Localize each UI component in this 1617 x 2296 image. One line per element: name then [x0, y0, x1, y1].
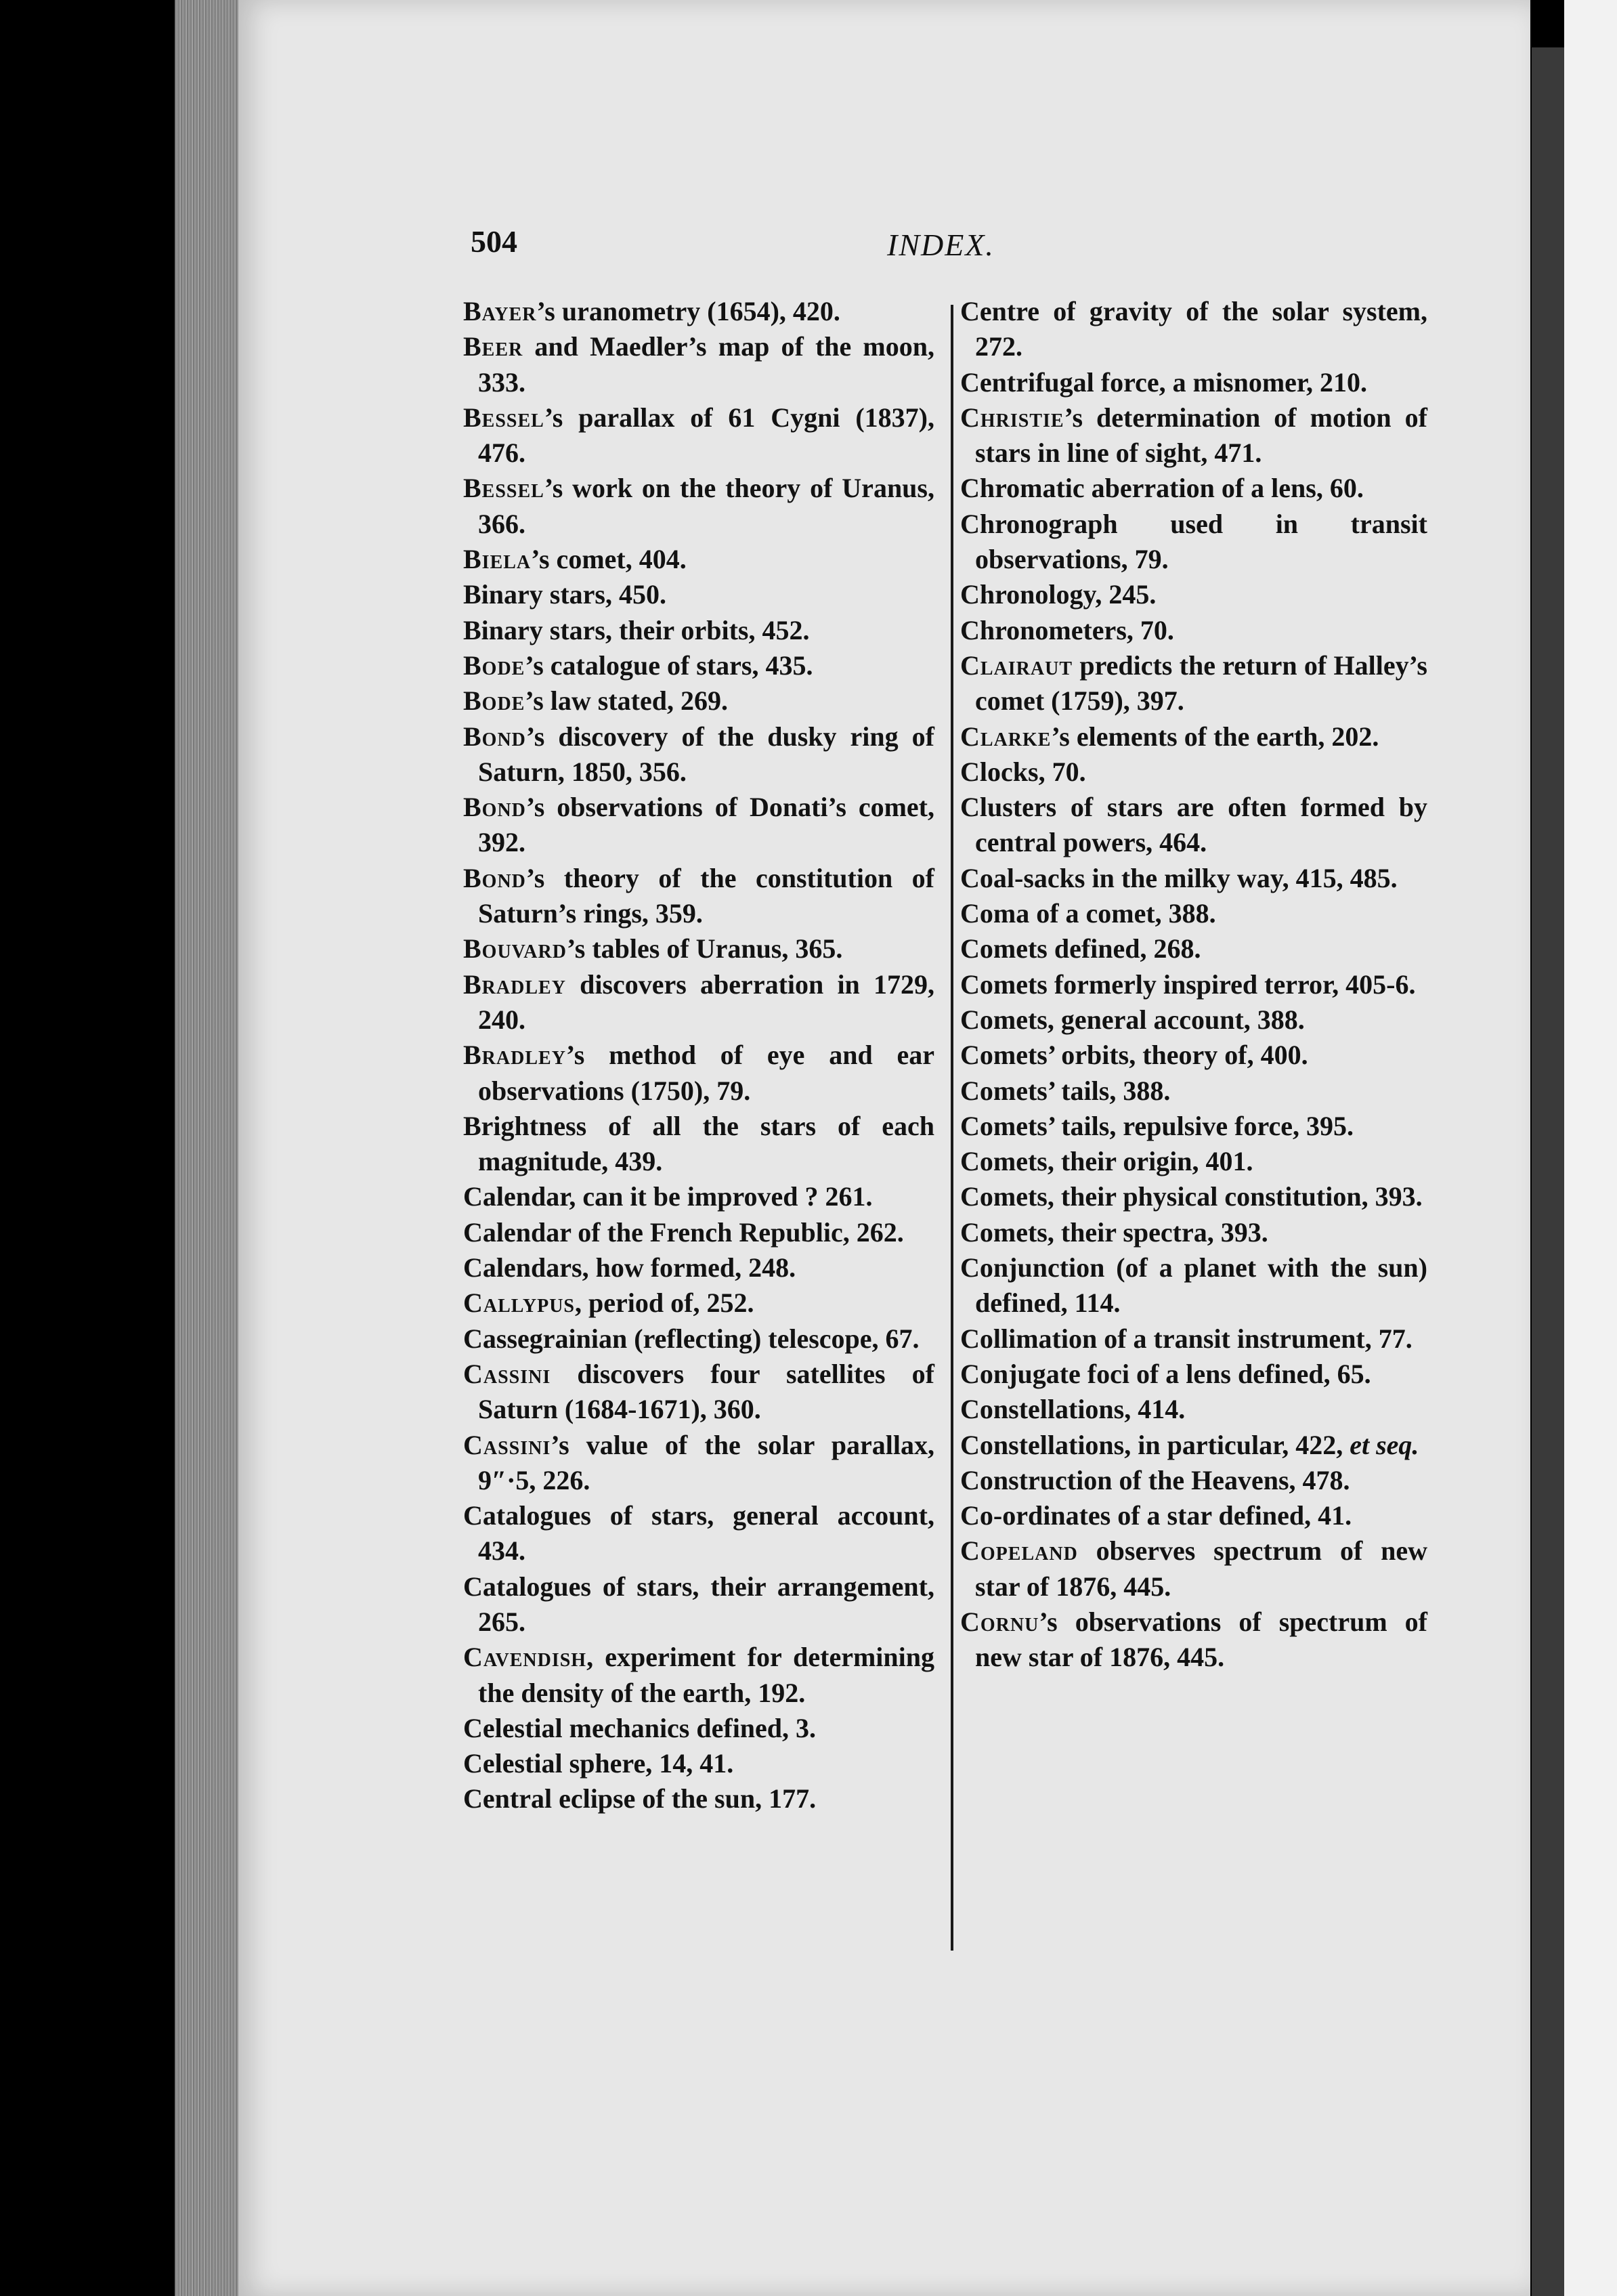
entry-text: and Maedler’s map of the moon, 333.	[478, 331, 934, 398]
entry-text: ’s theory of the constitution of Saturn’s rings, 359.	[478, 862, 934, 929]
entry-text: Comets, general account, 388.	[960, 1004, 1305, 1035]
entry-name: Bond	[463, 792, 526, 823]
entry-text: ’s observations of Donati’s comet, 392.	[478, 792, 934, 858]
entry-text: ’s catalogue of stars, 435.	[525, 650, 813, 681]
entry-text: Comets defined, 268.	[960, 933, 1201, 964]
entry-name: Bessel	[463, 473, 544, 504]
entry-text: Calendar of the French Republic, 262.	[463, 1216, 904, 1248]
index-entry	[960, 896, 1427, 931]
index-entry	[463, 1428, 934, 1499]
index-entry	[960, 1604, 1427, 1676]
entry-text: ’s parallax of 61 Cygni (1837), 476.	[478, 402, 934, 469]
entry-name: Beer	[463, 331, 523, 362]
entry-text: Comets, their physical constitution, 393.	[960, 1181, 1423, 1212]
entry-text: Centrifugal force, a misnomer, 210.	[960, 366, 1368, 398]
index-entry	[960, 294, 1427, 365]
index-entry	[463, 648, 934, 683]
index-entry	[463, 1781, 934, 1816]
entry-name: Bradley	[463, 969, 566, 1000]
entry-text: ’s work on the theory of Uranus, 366.	[478, 473, 934, 539]
index-entry	[960, 400, 1427, 471]
entry-text: Binary stars, 450.	[463, 579, 666, 610]
index-entry	[463, 471, 934, 542]
page-edge	[175, 0, 242, 2296]
entry-text: Brightness of all the stars of each magnitude, 439.	[463, 1110, 934, 1177]
entry-text: Co-ordinates of a star defined, 41.	[960, 1500, 1352, 1531]
index-entry	[463, 1250, 934, 1285]
index-entry	[960, 1073, 1427, 1109]
entry-italic: et seq.	[1350, 1429, 1419, 1460]
index-entry	[960, 931, 1427, 966]
index-entry	[960, 1463, 1427, 1498]
entry-text: Comets’ orbits, theory of, 400.	[960, 1040, 1308, 1071]
entry-text: ’s elements of the earth, 202.	[1051, 721, 1379, 752]
index-entry	[960, 613, 1427, 648]
entry-name: Bradley	[463, 1040, 566, 1071]
entry-name: Bond	[463, 721, 526, 752]
index-entry	[960, 471, 1427, 506]
index-column-left	[463, 294, 934, 1817]
entry-name: Clarke	[960, 721, 1052, 752]
entry-text: predicts the return of Halley’s comet (1759), 397.	[975, 650, 1427, 717]
entry-text: Conjunction (of a planet with the sun) defined, 114.	[960, 1252, 1427, 1319]
entry-text: Comets’ tails, repulsive force, 395.	[960, 1110, 1354, 1141]
index-entry	[463, 683, 934, 719]
entry-name: Bessel	[463, 402, 544, 433]
index-entry	[960, 1533, 1427, 1604]
column-divider	[951, 305, 953, 1951]
index-entry	[960, 1002, 1427, 1038]
entry-text: ’s method of eye and ear observations (1750), 79.	[478, 1040, 934, 1106]
entry-text: , experiment for determining the density of the earth, 192.	[478, 1642, 934, 1708]
entry-text: discovers four satellites of Saturn (1684-1671), 360.	[478, 1358, 934, 1425]
index-entry	[960, 861, 1427, 896]
entry-text: ’s tables of Uranus, 365.	[566, 933, 843, 964]
entry-text: Chronograph used in transit observations, 79.	[960, 508, 1427, 575]
entry-text: ’s determination of motion of stars in line of sight, 471.	[975, 402, 1427, 469]
entry-text: ’s value of the solar parallax, 9″·5, 226.	[478, 1429, 934, 1495]
entry-text: Comets, their spectra, 393.	[960, 1216, 1268, 1248]
running-head: INDEX.	[887, 228, 995, 262]
entry-text: ’s law stated, 269.	[525, 685, 728, 717]
entry-text: ’s discovery of the dusky ring of Saturn, 1850, 356.	[478, 721, 934, 787]
index-entry	[463, 861, 934, 932]
entry-text: Constellations, in particular, 422,	[960, 1429, 1350, 1460]
entry-text: Collimation of a transit instrument, 77.	[960, 1323, 1413, 1354]
entry-text: Central eclipse of the sun, 177.	[463, 1783, 817, 1814]
entry-name: Callypus	[463, 1288, 576, 1319]
index-entry	[463, 1498, 934, 1569]
entry-name: Bayer	[463, 296, 537, 326]
entry-text: Constellations, 414.	[960, 1394, 1186, 1425]
entry-text: Construction of the Heavens, 478.	[960, 1464, 1350, 1495]
index-entry	[463, 1711, 934, 1746]
index-entry	[960, 1392, 1427, 1427]
index-entry	[463, 1215, 934, 1250]
index-entry	[960, 790, 1427, 861]
entry-text: Comets’ tails, 388.	[960, 1075, 1171, 1106]
entry-text: Calendars, how formed, 248.	[463, 1252, 796, 1283]
index-entry	[960, 1357, 1427, 1392]
index-entry	[960, 719, 1427, 754]
entry-text: Chronology, 245.	[960, 579, 1157, 610]
index-entry	[463, 294, 934, 329]
entry-text: Clocks, 70.	[960, 756, 1086, 787]
index-entry	[463, 790, 934, 861]
index-entry	[463, 613, 934, 648]
entry-text: Coma of a comet, 388.	[960, 898, 1216, 929]
index-entry	[960, 1179, 1427, 1214]
index-entry	[960, 1250, 1427, 1321]
index-entry	[960, 507, 1427, 578]
index-entry	[463, 1746, 934, 1781]
index-entry	[463, 967, 934, 1038]
index-entry	[463, 1640, 934, 1711]
entry-text: Cassegrainian (reflecting) telescope, 67.	[463, 1323, 920, 1354]
entry-name: Cassini	[463, 1429, 551, 1460]
index-entry	[463, 1357, 934, 1428]
entry-text: ’s comet, 404.	[531, 544, 687, 575]
index-entry	[960, 1428, 1427, 1463]
index-entry	[463, 400, 934, 471]
index-entry	[960, 1109, 1427, 1144]
entry-text: Catalogues of stars, their arrangement, 265.	[463, 1571, 934, 1637]
facing-page-margin	[1564, 0, 1617, 2296]
index-column-right	[960, 294, 1427, 1676]
index-entry	[960, 1498, 1427, 1533]
index-entry	[463, 1285, 934, 1321]
index-entry	[960, 1215, 1427, 1250]
entry-name: Cornu	[960, 1606, 1039, 1637]
index-entry	[463, 329, 934, 400]
entry-name: Bond	[463, 862, 526, 893]
index-entry	[463, 1569, 934, 1640]
entry-name: Biela	[463, 544, 532, 575]
entry-text: Chronometers, 70.	[960, 614, 1174, 645]
entry-name: Christie	[960, 402, 1064, 433]
entry-name: Cavendish	[463, 1642, 587, 1673]
index-entry	[463, 1179, 934, 1214]
entry-text: Comets, their origin, 401.	[960, 1146, 1253, 1177]
entry-text: Clusters of stars are often formed by central powers, 464.	[960, 792, 1427, 858]
index-entry	[960, 365, 1427, 400]
index-entry	[960, 1038, 1427, 1073]
index-entry	[960, 648, 1427, 719]
entry-text: Chromatic aberration of a lens, 60.	[960, 473, 1364, 504]
entry-name: Copeland	[960, 1535, 1078, 1567]
entry-text: observes spectrum of new star of 1876, 445.	[975, 1535, 1427, 1602]
entry-text: Binary stars, their orbits, 452.	[463, 614, 810, 645]
index-entry	[960, 577, 1427, 612]
index-entry	[960, 754, 1427, 790]
entry-text: Calendar, can it be improved ? 261.	[463, 1181, 873, 1212]
entry-text: Celestial mechanics defined, 3.	[463, 1712, 817, 1743]
facing-page-edge	[1532, 47, 1564, 2296]
entry-text: Comets formerly inspired terror, 405-6.	[960, 969, 1416, 1000]
entry-text: Conjugate foci of a lens defined, 65.	[960, 1358, 1371, 1389]
entry-name: Bode	[463, 685, 525, 717]
entry-name: Cassini	[463, 1358, 551, 1389]
entry-text: Catalogues of stars, general account, 434.	[463, 1500, 934, 1567]
index-entry	[463, 719, 934, 790]
entry-text: ’s observations of spectrum of new star of 1876, 445.	[975, 1606, 1427, 1673]
entry-name: Bouvard	[463, 933, 567, 964]
index-entry	[463, 1109, 934, 1180]
index-entry	[960, 1321, 1427, 1357]
entry-name: Clairaut	[960, 650, 1073, 681]
entry-text: , period of, 252.	[575, 1288, 754, 1319]
entry-text: Coal-sacks in the milky way, 415, 485.	[960, 862, 1398, 893]
entry-text: Celestial sphere, 14, 41.	[463, 1748, 734, 1779]
index-entry	[960, 1144, 1427, 1179]
index-entry	[463, 577, 934, 612]
index-entry	[960, 967, 1427, 1002]
index-entry	[463, 1038, 934, 1109]
entry-name: Bode	[463, 650, 525, 681]
page-number: 504	[471, 224, 517, 259]
entry-text: Centre of gravity of the solar system, 272.	[960, 296, 1427, 362]
index-entry	[463, 1321, 934, 1357]
index-entry	[463, 542, 934, 577]
entry-text: ’s uranometry (1654), 420.	[536, 296, 840, 326]
entry-text: discovers aberration in 1729, 240.	[478, 969, 934, 1035]
index-entry	[463, 931, 934, 966]
